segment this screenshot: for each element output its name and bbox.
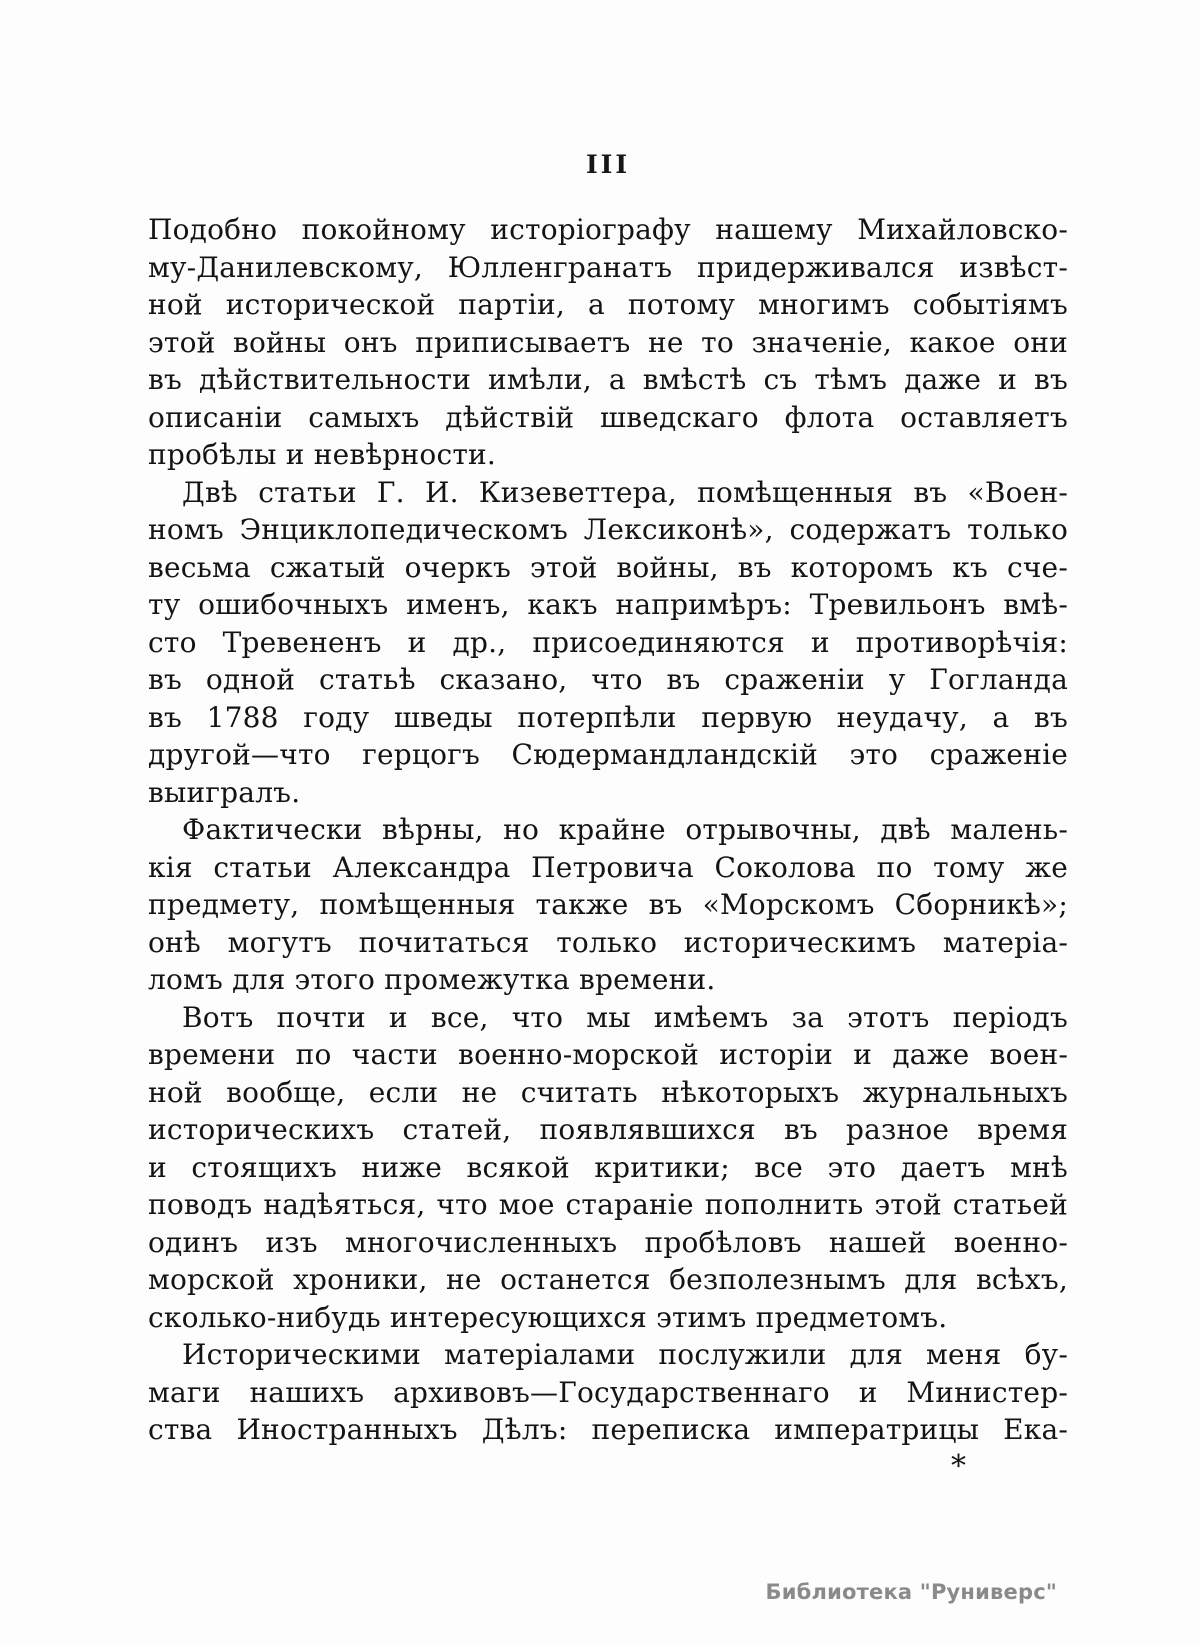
text-line: морской хроники, не останется безполезнымъ для всѣхъ, (148, 1263, 1068, 1296)
library-watermark: Библиотека "Руниверс" (765, 1580, 1057, 1604)
text-line: Вотъ почти и все, что мы имѣемъ за этотъ періодъ (182, 1000, 1068, 1034)
text-line: и стоящихъ ниже всякой критики; все это даетъ мнѣ (148, 1150, 1068, 1184)
page-number: III (585, 150, 631, 179)
text-line: въ одной статьѣ сказано, что въ сраженіи у Гогланда (148, 663, 1068, 696)
text-line: поводъ надѣяться, что мое стараніе пополнить этой статьей (148, 1188, 1068, 1221)
text-line: онѣ могутъ почитаться только историческимъ матеріа- (148, 925, 1068, 959)
page-text-block (148, 211, 1068, 1449)
text-line: историческихъ статей, появлявшихся въ разное время (148, 1113, 1068, 1146)
text-line: пробѣлы и невѣрности. (148, 438, 496, 471)
text-line: му-Данилевскому, Юлленгранатъ придерживался извѣст- (148, 250, 1068, 284)
text-line: ной исторической партіи, а потому многимъ событіямъ (148, 288, 1068, 321)
text-line: ной вообще, если не считать нѣкоторыхъ журнальныхъ (148, 1075, 1068, 1109)
text-line: ломъ для этого промежутка времени. (148, 963, 716, 996)
text-line: времени по части военно-морской исторіи и даже воен- (148, 1038, 1068, 1071)
text-line: этой войны онъ приписываетъ не то значеніе, какое они (148, 325, 1068, 359)
text-line: Подобно покойному исторіографу нашему Михайловско- (148, 213, 1068, 246)
text-line: кія статьи Александра Петровича Соколова по тому же (148, 850, 1068, 884)
paragraph (148, 999, 1068, 1337)
footnote-asterisk: * (951, 1449, 966, 1484)
text-line: ства Иностранныхъ Дѣлъ: переписка императрицы Ека- (148, 1413, 1068, 1446)
paragraph (148, 1336, 1068, 1449)
text-line: сто Тревененъ и др., присоединяются и противорѣчія: (148, 625, 1068, 659)
text-line: весьма сжатый очеркъ этой войны, въ которомъ къ сче- (148, 550, 1068, 584)
text-line: маги нашихъ архивовъ—Государственнаго и Министер- (148, 1375, 1068, 1409)
text-line: Историческими матеріалами послужили для меня бу- (182, 1338, 1068, 1371)
text-line: одинъ изъ многочисленныхъ пробѣловъ нашей военно- (148, 1225, 1068, 1259)
text-line: ту ошибочныхъ именъ, какъ напримѣръ: Тревильонъ вмѣ- (148, 588, 1068, 621)
text-line: другой—что герцогъ Сюдермандландскій это сраженіе (148, 738, 1068, 771)
paragraph (148, 474, 1068, 812)
text-line: сколько-нибудь интересующихся этимъ предметомъ. (148, 1300, 948, 1334)
text-line: предмету, помѣщенныя также въ «Морскомъ Сборникѣ»; (148, 888, 1068, 921)
text-line: описаніи самыхъ дѣйствій шведскаго флота оставляетъ (148, 400, 1068, 434)
text-line: номъ Энциклопедическомъ Лексиконѣ», содержатъ только (148, 513, 1068, 546)
text-line: въ 1788 году шведы потерпѣли первую неудачу, а въ (148, 700, 1068, 734)
text-line: Фактически вѣрны, но крайне отрывочны, двѣ малень- (182, 813, 1068, 846)
text-line: Двѣ статьи Г. И. Кизеветтера, помѣщенныя въ «Воен- (182, 475, 1068, 509)
paragraph (148, 211, 1068, 474)
text-line: въ дѣйствительности имѣли, а вмѣстѣ съ тѣмъ даже и въ (148, 363, 1068, 396)
paragraph (148, 811, 1068, 999)
text-line: выигралъ. (148, 775, 301, 809)
